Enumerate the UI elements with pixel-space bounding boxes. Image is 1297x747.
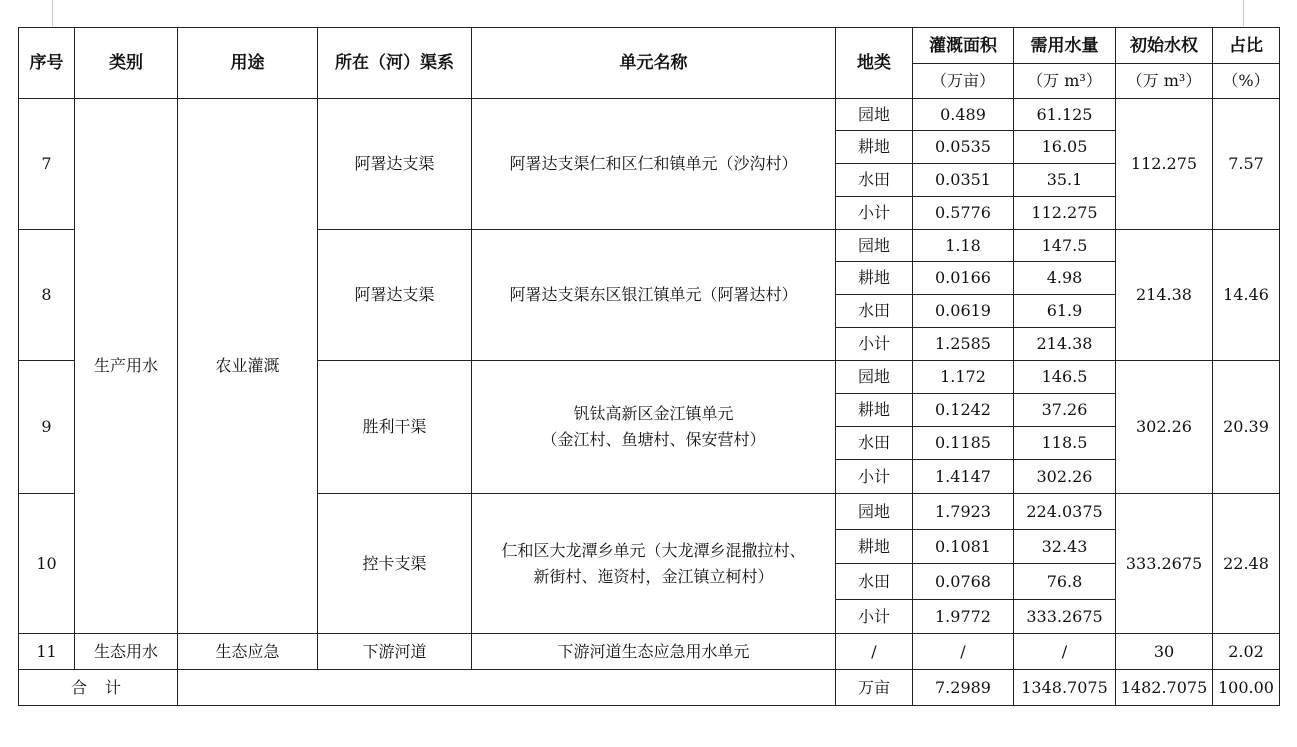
area-cell: 0.5776 [913,197,1014,230]
table-row [19,99,1280,131]
header-purpose: 用途 [178,28,318,99]
demand-cell: 61.9 [1014,295,1116,328]
purpose-cell: 生态应急 [178,634,318,670]
land-type-cell: 水田 [836,164,913,197]
area-cell: 0.0351 [913,164,1014,197]
demand-cell: 76.8 [1014,564,1116,600]
demand-cell: 333.2675 [1014,600,1116,634]
demand-cell: 112.275 [1014,197,1116,230]
unit-name-line: 新街村、迤资村，金江镇立柯村） [533,566,774,586]
land-type-cell: 园地 [836,361,913,394]
demand-cell: 37.26 [1014,394,1116,427]
header-initial-right-unit: （万 m³） [1116,64,1213,99]
unit-name-cell [472,361,836,494]
land-type-cell: 小计 [836,600,913,634]
seq-cell: 10 [19,494,75,634]
land-type-cell: / [836,634,913,670]
demand-cell: 16.05 [1014,131,1116,164]
canal-cell: 阿署达支渠 [318,230,472,361]
land-type-cell: 小计 [836,197,913,230]
demand-cell: 32.43 [1014,530,1116,564]
initial-right-cell: 214.38 [1116,230,1213,361]
demand-cell: 224.0375 [1014,494,1116,530]
area-cell: 1.172 [913,361,1014,394]
water-rights-table [18,27,1280,706]
area-cell: 0.0535 [913,131,1014,164]
land-type-cell: 小计 [836,328,913,361]
total-share: 100.00 [1213,670,1280,706]
total-initial-right: 1482.7075 [1116,670,1213,706]
share-cell: 7.57 [1213,99,1280,230]
share-cell: 22.48 [1213,494,1280,634]
total-label [19,670,178,706]
land-type-cell: 耕地 [836,530,913,564]
share-cell: 14.46 [1213,230,1280,361]
header-initial-right: 初始水权 [1116,28,1213,64]
area-cell: 0.489 [913,99,1014,131]
page-corner-mark-left [52,0,53,26]
table-row [19,634,1280,670]
seq-cell: 11 [19,634,75,670]
area-cell: 1.7923 [913,494,1014,530]
header-irrigated-area-unit: （万亩） [913,64,1014,99]
area-cell: 1.9772 [913,600,1014,634]
demand-cell: 118.5 [1014,427,1116,460]
area-cell: 0.0619 [913,295,1014,328]
seq-cell: 8 [19,230,75,361]
share-cell: 2.02 [1213,634,1280,670]
land-type-cell: 耕地 [836,131,913,164]
header-share: 占比 [1213,28,1280,64]
total-blank-cell [178,670,836,706]
total-demand: 1348.7075 [1014,670,1116,706]
canal-cell: 阿署达支渠 [318,99,472,230]
land-type-cell: 耕地 [836,394,913,427]
demand-cell: 302.26 [1014,460,1116,494]
unit-name-cell: 阿署达支渠仁和区仁和镇单元（沙沟村） [472,99,836,230]
total-row [19,670,1280,706]
canal-cell: 胜利干渠 [318,361,472,494]
header-row [19,28,1280,64]
share-cell: 20.39 [1213,361,1280,494]
header-category: 类别 [75,28,178,99]
purpose-cell: 农业灌溉 [178,99,318,634]
unit-name-line: 仁和区大龙潭乡单元（大龙潭乡混撒拉村、 [501,540,806,560]
header-irrigated-area: 灌溉面积 [913,28,1014,64]
land-type-cell: 水田 [836,427,913,460]
seq-cell: 7 [19,99,75,230]
category-cell: 生态用水 [75,634,178,670]
unit-name-cell: 阿署达支渠东区银江镇单元（阿署达村） [472,230,836,361]
canal-cell: 下游河道 [318,634,472,670]
initial-right-cell: 333.2675 [1116,494,1213,634]
area-cell: 0.1081 [913,530,1014,564]
initial-right-cell: 302.26 [1116,361,1213,494]
initial-right-cell: 112.275 [1116,99,1213,230]
land-type-cell: 耕地 [836,262,913,295]
header-share-unit: （%） [1213,64,1280,99]
header-land-type: 地类 [836,28,913,99]
area-cell: 0.0166 [913,262,1014,295]
demand-cell: 35.1 [1014,164,1116,197]
land-type-cell: 园地 [836,494,913,530]
unit-name-line: （金江村、鱼塘村、保安营村） [541,430,766,449]
area-cell: 0.1242 [913,394,1014,427]
header-seq: 序号 [19,28,75,99]
land-type-cell: 小计 [836,460,913,494]
demand-cell: 4.98 [1014,262,1116,295]
demand-cell: 147.5 [1014,230,1116,262]
land-type-cell: 园地 [836,230,913,262]
area-cell: / [913,634,1014,670]
seq-cell: 9 [19,361,75,494]
land-type-cell: 水田 [836,295,913,328]
demand-cell: 61.125 [1014,99,1116,131]
header-water-demand-unit: （万 m³） [1014,64,1116,99]
unit-name-cell [472,494,836,634]
land-type-cell: 水田 [836,564,913,600]
total-area: 7.2989 [913,670,1014,706]
header-unit-name: 单元名称 [472,28,836,99]
page-corner-mark-right [1243,0,1244,26]
area-cell: 1.18 [913,230,1014,262]
unit-name-cell: 下游河道生态应急用水单元 [472,634,836,670]
initial-right-cell: 30 [1116,634,1213,670]
area-cell: 0.0768 [913,564,1014,600]
demand-cell: 214.38 [1014,328,1116,361]
area-cell: 1.4147 [913,460,1014,494]
area-cell: 0.1185 [913,427,1014,460]
canal-cell: 控卡支渠 [318,494,472,634]
demand-cell: 146.5 [1014,361,1116,394]
area-cell: 1.2585 [913,328,1014,361]
header-canal: 所在（河）渠系 [318,28,472,99]
header-water-demand: 需用水量 [1014,28,1116,64]
total-label-text: 合计 [71,677,140,697]
category-cell: 生产用水 [75,99,178,634]
unit-name-line: 钒钛高新区金江镇单元 [573,404,734,423]
land-type-cell: 园地 [836,99,913,131]
total-land-unit: 万亩 [836,670,913,706]
demand-cell: / [1014,634,1116,670]
